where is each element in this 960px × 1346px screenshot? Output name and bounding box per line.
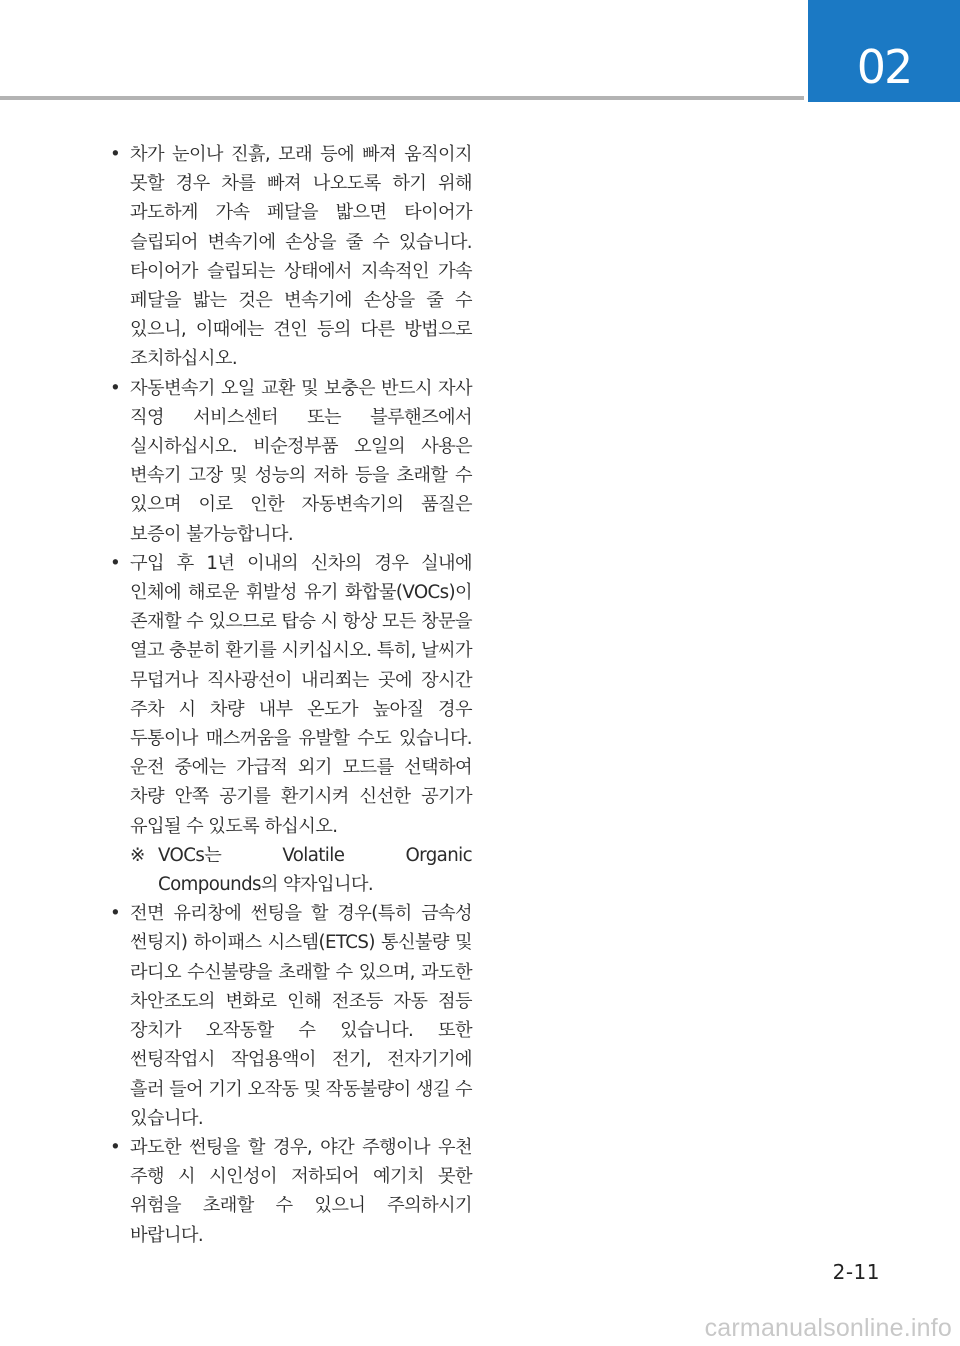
bullet-icon: • [110,1136,121,1158]
note-text: VOCs는 Volatile Organic Compounds의 약자입니다. [158,844,472,896]
list-item [108,374,472,549]
bullet-icon: • [110,144,121,165]
bullet-icon: • [110,903,121,925]
bullet-icon: • [110,552,121,574]
watermark: carmanualsonline.info [704,1314,952,1342]
bullet-icon: • [110,377,121,399]
item-text: 자동변속기 오일 교환 및 보충은 반드시 자사 직영 서비스센터 또는 블루핸즈에서 실시하십시오. 비순정부품 오일의 사용은 변속기 고장 및 성능의 저하 등을 초래할 수 있으며 이로 인한 자동변속기의 품질은 보증이 불가능합니다. [130,377,472,545]
item-text: 구입 후 1년 이내의 신차의 경우 실내에 인체에 해로운 휘발성 유기 화합물(VOCs)이 존재할 수 있으므로 탑승 시 항상 모든 창문을 열고 충분히 환기를 시키십시오. 특히, 날씨가 무덥거나 직사광선이 내리쬐는 곳에 장시간 주차 시 차량 내부 온도가 높아질 경우 두통이나 매스꺼움을 유발할 수도 있습니다. 운전 중에는 가급적 외기 모드를 선택하여 차량 안쪽 공기를 환기시켜 신선한 공기가 유입될 수 있도록 하십시오. [130,552,472,837]
header-rule [0,96,804,100]
caution-list [108,140,472,1250]
list-item [108,140,472,374]
chapter-tab [808,0,960,102]
item-text: 과도한 썬팅을 할 경우, 야간 주행이나 우천 주행 시 시인성이 저하되어 예기치 못한 위험을 초래할 수 있으니 주의하시기 바랍니다. [130,1136,472,1246]
item-text: 전면 유리창에 썬팅을 할 경우(특히 금속성 썬팅지) 하이패스 시스템(ETCS) 통신불량 및 라디오 수신불량을 초래할 수 있으며, 과도한 차안조도의 변화로 인해 전조등 자동 점등 장치가 오작동할 수 있습니다. 또한 썬팅작업시 작업용액이 전기, 전자기기에 흘러 들어 기기 오작동 및 작동불량이 생길 수 있습니다. [130,903,472,1129]
chapter-number: 02 [856,40,912,94]
note-mark-icon: ※ [130,844,145,866]
note [130,841,472,899]
list-item [108,549,472,899]
list-item [108,1133,472,1250]
item-text: 차가 눈이나 진흙, 모래 등에 빠져 움직이지 못할 경우 차를 빠져 나오도록 하기 위해 과도하게 가속 페달을 밟으면 타이어가 슬립되어 변속기에 손상을 줄 수 있습니다. 타이어가 슬립되는 상태에서 지속적인 가속 페달을 밟는 것은 변속기에 손상을 줄 수 있으니, 이때에는 견인 등의 다른 방법으로 조치하십시오. [130,144,472,370]
list-item [108,899,472,1133]
page-number: 2-11 [832,1260,880,1284]
